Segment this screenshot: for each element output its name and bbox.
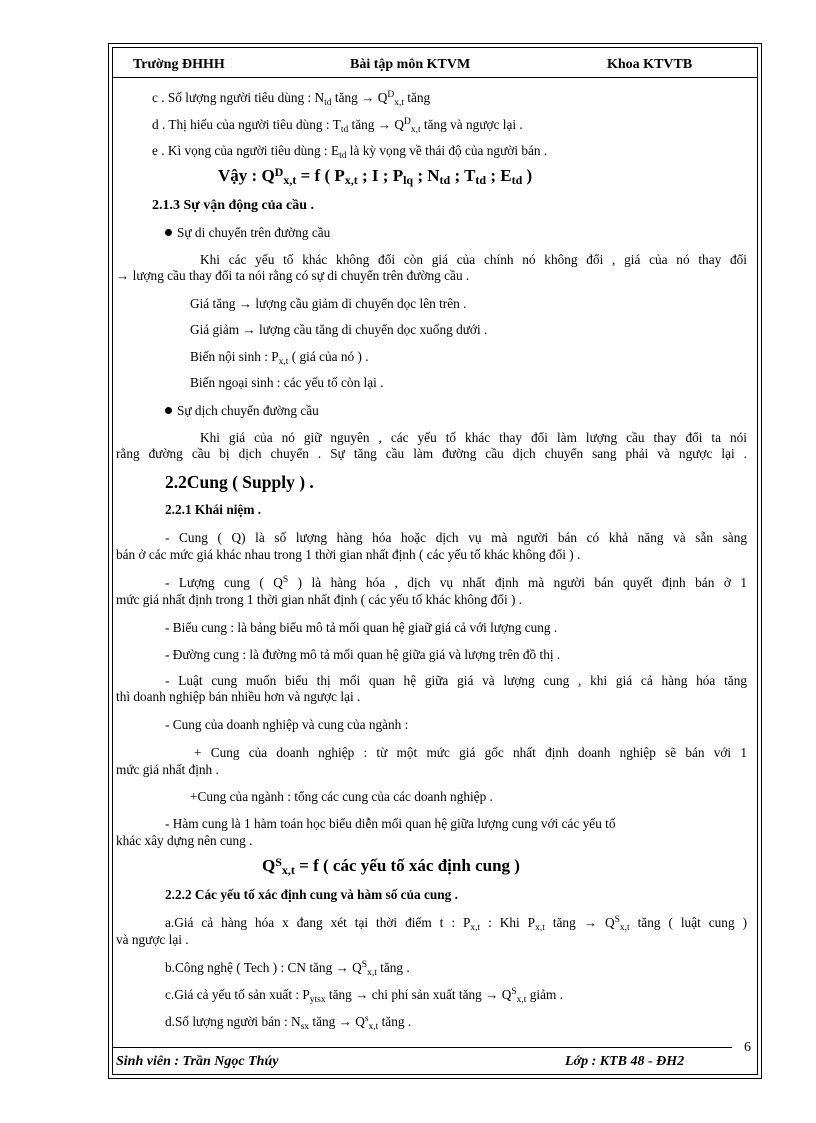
line-exogenous: Biến ngoại sinh : các yếu tố còn lại . — [190, 375, 384, 390]
paragraph-law-of-supply-1: - Luật cung muốn biểu thị mối quan hệ giữa giá và lượng cung , khi giá cả hàng hóa tăng — [165, 673, 747, 688]
paragraph-supply-def-1: - Cung ( Q) là số lượng hàng hóa hoặc dịch vụ mà người bán có khả năng và sẵn sàng — [165, 530, 747, 545]
bullet-movement: Sự di chuyển trên đường cầu — [165, 225, 330, 241]
page-number: 6 — [744, 1040, 751, 1055]
bullet-icon — [165, 229, 172, 236]
paragraph-movement-2: → lượng cầu thay đổi ta nói rằng có sự di chuyển trên đường cầu . — [116, 268, 470, 283]
line-e-expectation: e . Kì vọng của người tiêu dùng : $E_{td}$ là kỳ vọng về thái độ của người bán . — [152, 143, 548, 161]
header-subject: Bài tập môn KTVM — [350, 57, 471, 72]
section-2-2-1: 2.2.1 Khái niệm . — [165, 502, 262, 517]
paragraph-quantity-supplied-2: mức giá nhất định trong 1 thời gian nhất định ( các yếu tố khác không đổi ) . — [116, 592, 523, 607]
paragraph-movement-1: Khi các yếu tố khác không đổi còn giá của chính nó không đổi , giá của nó thay đổi — [200, 252, 747, 267]
paragraph-shift-2: rằng đường cầu bị dịch chuyển . Sự tăng cầu làm đường cầu dịch chuyển sang phải và ngược lại . — [116, 446, 747, 461]
line-price-increase: Giá tăng → lượng cầu giảm di chuyển dọc lên trên . — [190, 296, 467, 311]
paragraph-law-of-supply-2: thì doanh nghiệp bán nhiều hơn và ngược lại . — [116, 689, 361, 704]
demand-function-formula: Vậy : $Q^D_{x,t} = f$ ( $P_{x,t}$ ; I ; $P_{lq}$ ; $N_{td}$ ; $T_{td}$ ; $E_{td}$ ) — [218, 165, 533, 187]
paragraph-supply-function-1: - Hàm cung là 1 hàm toán học biểu diễn mối quan hệ giữa lượng cung với các yếu tố — [165, 816, 616, 831]
bullet-shift: Sự dịch chuyển đường cầu — [165, 403, 319, 419]
line-industry-supply: +Cung của ngành : tổng các cung của các doanh nghiệp . — [190, 789, 493, 804]
line-d-sellers: d.Số lượng người bán : $N_{sx}$ tăng → $Q^s_{x,t}$ tăng . — [165, 1014, 412, 1032]
bullet-icon — [165, 407, 172, 414]
line-c-consumers: c . Số lượng người tiêu dùng : $N_{td}$ tăng → $Q^D_{x,t}$ tăng — [152, 90, 431, 108]
line-c-input-prices: c.Giá cả yếu tố sản xuất : $P_{ytsx}$ tăng → chi phí sản xuất tăng → $Q^S_{x,t}$ giảm . — [165, 987, 563, 1005]
section-2-1-3: 2.1.3 Sự vận động của cầu . — [152, 198, 315, 213]
line-supply-schedule: - Biểu cung : là bảng biểu mô tả mối quan hệ giaữ giá cả với lượng cung . — [165, 620, 558, 635]
paragraph-firm-supply-2: mức giá nhất định . — [116, 762, 219, 777]
paragraph-supply-function-2: khác xây dựng nên cung . — [116, 833, 253, 848]
line-a-price-2: và ngược lại . — [116, 932, 189, 947]
header-rule — [112, 77, 758, 78]
header-faculty: Khoa KTVTB — [607, 57, 693, 72]
paragraph-firm-supply-1: + Cung của doanh nghiệp : từ một mức giá gốc nhất định doanh nghiệp sẽ bán với 1 — [194, 745, 747, 760]
paragraph-supply-def-2: bán ở các mức giá khác nhau trong 1 thời gian nhất định ( các yếu tố khác không đổi ) . — [116, 547, 581, 562]
footer-student: Sinh viên : Trần Ngọc Thúy — [116, 1054, 279, 1069]
section-2-2-heading: 2.2Cung ( Supply ) . — [165, 472, 314, 492]
footer-rule — [112, 1047, 732, 1048]
line-d-taste: d . Thị hiếu của người tiêu dùng : $T_{td}$ tăng → $Q^D_{x,t}$ tăng và ngược lại . — [152, 117, 523, 135]
line-endogenous: Biến nội sinh : $P_{x,t}$ ( giá của nó ) . — [190, 349, 369, 367]
header-school: Trường ĐHHH — [133, 57, 225, 72]
supply-function-formula: $Q^S_{x,t} = f$ ( các yếu tố xác định cung ) — [262, 855, 520, 877]
line-firm-industry-supply: - Cung của doanh nghiệp và cung của ngành : — [165, 717, 409, 732]
line-supply-curve: - Đường cung : là đường mô tả mối quan hệ giữa giá và lượng trên đồ thị . — [165, 647, 561, 662]
line-price-decrease: Giá giảm → lượng cầu tăng di chuyển dọc xuống dưới . — [190, 322, 488, 337]
paragraph-quantity-supplied-1: - Lượng cung ( $Q^S$ ) là hàng hóa , dịch vụ nhất định mà người bán quyết định bán ở 1 — [165, 575, 747, 590]
footer-class: Lớp : KTB 48 - ĐH2 — [565, 1054, 685, 1069]
section-2-2-2: 2.2.2 Các yếu tố xác định cung và hàm số của cung . — [165, 887, 458, 902]
line-b-technology: b.Công nghệ ( Tech ) : CN tăng → $Q^S_{x,t}$ tăng . — [165, 960, 410, 978]
paragraph-shift-1: Khi giá của nó giữ nguyên , các yếu tố khác thay đổi làm lượng cầu thay đổi ta nói — [200, 430, 747, 445]
line-a-price: a.Giá cả hàng hóa x đang xét tại thời điểm t : $P_{x,t}$ : Khi $P_{x,t}$ tăng → $Q^S_{x,t}$ tăng ( luật cung ) — [165, 915, 748, 933]
